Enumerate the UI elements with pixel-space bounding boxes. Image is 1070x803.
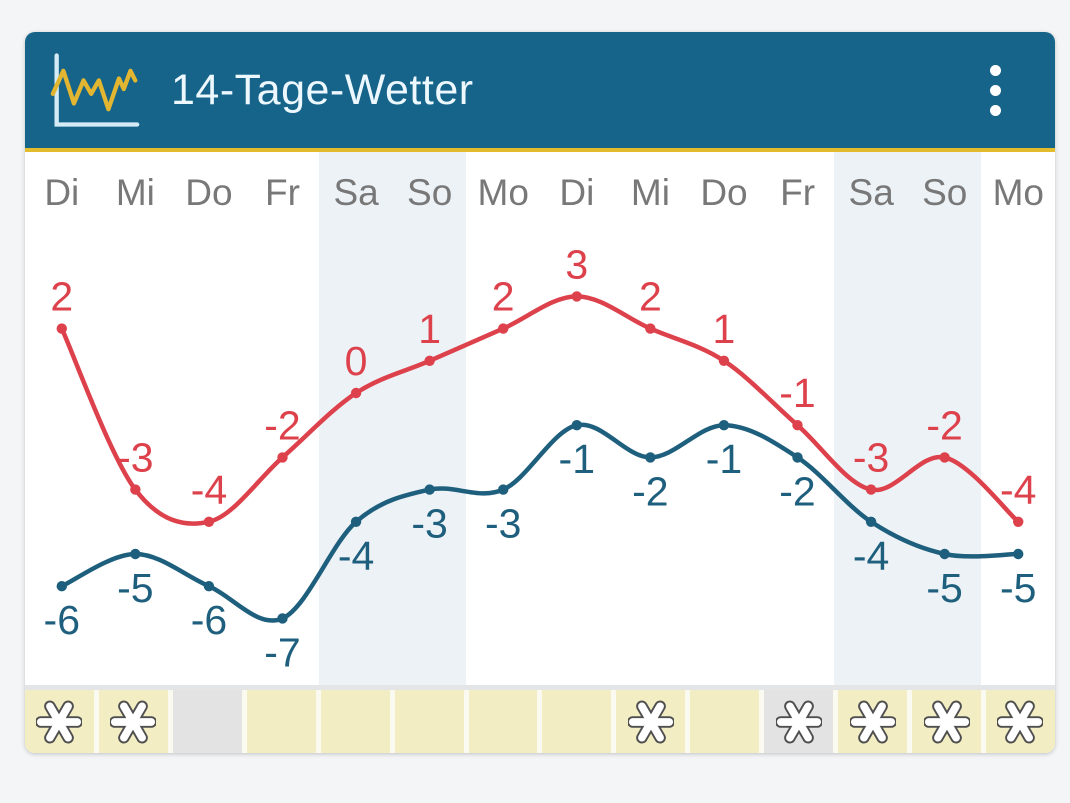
data-point	[719, 420, 729, 430]
forecast-chart	[25, 152, 1055, 685]
temp-label: -2	[779, 468, 816, 515]
data-point	[939, 452, 949, 462]
data-point	[130, 549, 140, 559]
data-point	[277, 452, 287, 462]
condition-cell	[616, 690, 685, 753]
condition-cell	[247, 690, 316, 753]
temp-label: -6	[190, 597, 228, 644]
data-point	[866, 517, 876, 527]
data-point	[130, 484, 140, 494]
day-label: Mo	[477, 172, 529, 213]
data-point	[57, 323, 67, 333]
condition-cell	[99, 690, 168, 753]
snowflake-icon	[628, 699, 674, 745]
data-point	[498, 323, 508, 333]
condition-cell	[986, 690, 1055, 753]
data-point	[719, 356, 729, 366]
data-point	[424, 484, 434, 494]
menu-dot	[990, 105, 1001, 116]
snowflake-icon	[776, 699, 822, 745]
temp-label: -2	[632, 468, 669, 515]
data-point	[57, 581, 67, 591]
temp-label: 1	[712, 305, 736, 352]
data-point	[424, 356, 434, 366]
widget-header	[25, 32, 1055, 148]
temp-label: -6	[43, 597, 81, 644]
menu-dot	[990, 85, 1001, 96]
temp-label: -4	[190, 466, 228, 513]
temp-label: 1	[418, 305, 442, 352]
data-point	[204, 517, 214, 527]
temp-label: -3	[852, 434, 890, 481]
temp-label: -3	[411, 500, 448, 547]
temp-label: -3	[117, 434, 154, 481]
data-point	[572, 291, 582, 301]
temp-label: -4	[999, 466, 1037, 513]
day-label: Fr	[265, 172, 300, 213]
data-point	[1013, 517, 1023, 527]
day-label: Di	[44, 172, 80, 213]
data-point	[645, 452, 655, 462]
condition-cell	[542, 690, 611, 753]
menu-dot	[990, 65, 1001, 76]
data-point	[645, 323, 655, 333]
temp-label: 3	[565, 241, 589, 288]
data-point	[792, 452, 802, 462]
temp-label: 2	[638, 273, 662, 320]
day-label: Do	[700, 172, 748, 213]
weather-condition-row	[25, 690, 1055, 753]
day-label: Do	[185, 172, 233, 213]
temp-label: -5	[926, 565, 963, 611]
day-label: So	[922, 172, 968, 213]
condition-cell	[25, 690, 94, 753]
temperature-graph-logo-icon	[49, 49, 141, 131]
temp-label: -5	[999, 565, 1037, 611]
data-point	[351, 388, 361, 398]
temp-label: -4	[852, 532, 890, 579]
condition-cell	[395, 690, 464, 753]
temp-label: -5	[117, 565, 154, 611]
widget-title: 14-Tage-Wetter	[171, 65, 474, 114]
temp-label: 2	[50, 273, 74, 320]
condition-cell	[690, 690, 759, 753]
temp-label: -1	[558, 436, 596, 483]
temp-label: -2	[926, 402, 963, 449]
day-label: Fr	[780, 172, 816, 213]
data-point	[204, 581, 214, 591]
temp-label: -1	[705, 436, 743, 483]
data-point	[939, 549, 949, 559]
data-point	[572, 420, 582, 430]
data-point	[351, 517, 361, 527]
temp-label: 0	[344, 338, 368, 384]
condition-cell	[321, 690, 390, 753]
day-label: Sa	[333, 172, 379, 213]
weather-widget-card[interactable]	[25, 32, 1055, 753]
condition-cell	[912, 690, 981, 753]
temp-label: -4	[337, 532, 375, 579]
data-point	[792, 420, 802, 430]
temp-label: -1	[779, 370, 816, 417]
data-point	[866, 484, 876, 494]
condition-cell	[173, 690, 242, 753]
day-label: Mi	[115, 172, 155, 213]
snowflake-icon	[850, 699, 896, 745]
temperature-chart-svg	[25, 212, 1055, 685]
snowflake-icon	[110, 699, 156, 745]
snowflake-icon	[997, 699, 1043, 745]
data-point	[498, 484, 508, 494]
temp-label: -3	[484, 500, 522, 547]
data-point	[277, 613, 287, 623]
condition-cell	[838, 690, 907, 753]
day-label: So	[407, 172, 453, 213]
day-label: Mo	[992, 172, 1044, 213]
condition-cell	[764, 690, 833, 753]
snowflake-icon	[924, 699, 970, 745]
day-label: Di	[559, 172, 595, 213]
temp-label: -2	[264, 402, 301, 449]
temp-label: 2	[491, 273, 515, 320]
day-label: Mi	[630, 172, 670, 213]
kebab-menu-icon[interactable]	[971, 56, 1019, 124]
condition-cell	[469, 690, 538, 753]
day-label: Sa	[848, 172, 894, 213]
data-point	[1013, 549, 1023, 559]
temp-label: -7	[264, 629, 301, 676]
snowflake-icon	[36, 699, 82, 745]
